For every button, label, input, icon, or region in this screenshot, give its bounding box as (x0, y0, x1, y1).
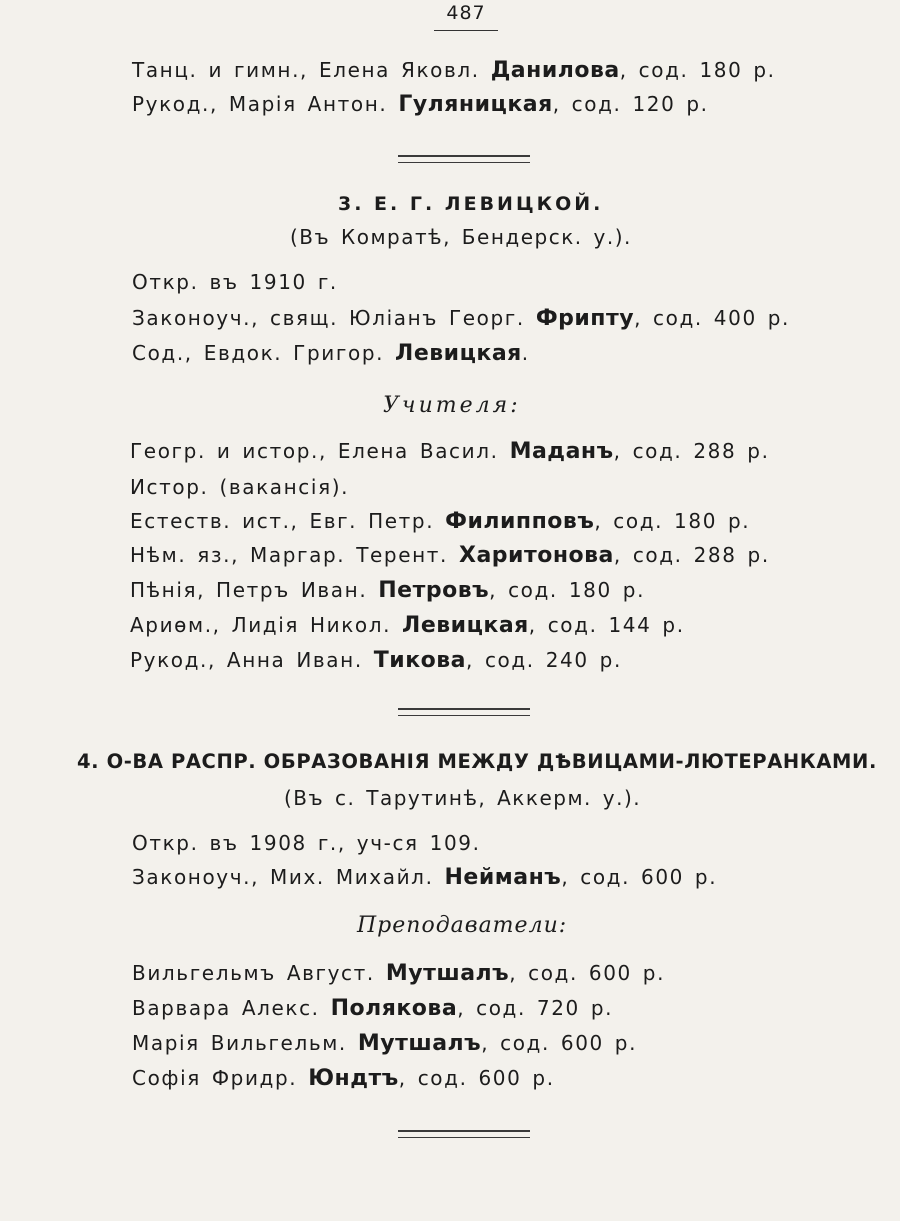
staff-surname: Тикова (373, 648, 467, 673)
staff-surname: Фрипту (535, 306, 635, 331)
staff-surname: Юндтъ (308, 1066, 399, 1091)
entry-line: Сод., Евдок. Григор. Левицкая. (132, 341, 530, 366)
staff-line: Рукод., Анна Иван. Тикова, сод. 240 р. (130, 648, 622, 673)
staff-surname: Левицкая (395, 341, 522, 366)
staff-line: Естеств. ист., Евг. Петр. Филипповъ, сод. 180 р. (130, 509, 751, 534)
school-location: (Въ Комратѣ, Бендерск. у.). (290, 225, 632, 249)
staff-surname: Мутшалъ (385, 961, 510, 986)
school-location: (Въ с. Тарутинѣ, Аккерм. у.). (284, 786, 642, 810)
staff-line: Вильгельмъ Август. Мутшалъ, сод. 600 р. (132, 961, 666, 986)
section-divider (398, 155, 530, 163)
staff-line: Варвара Алекс. Полякова, сод. 720 р. (132, 996, 614, 1021)
section-divider (398, 708, 530, 716)
entry-line: Законоуч., Мих. Михайл. Нейманъ, сод. 600 р. (132, 865, 718, 890)
entry-line: Откр. въ 1908 г., уч-ся 109. (132, 831, 481, 855)
school-title: 4. О-ВА РАСПР. ОБРАЗОВАНІЯ МЕЖДУ ДѢВИЦАМИ-ЛЮТЕРАНКАМИ. (77, 750, 877, 773)
staff-surname: Полякова (330, 996, 458, 1021)
section-divider (398, 1130, 530, 1138)
staff-surname: Мутшалъ (357, 1031, 482, 1056)
page-number-rule (434, 30, 498, 31)
staff-line: Истор. (вакансія). (130, 475, 350, 499)
entry-line: Танц. и гимн., Елена Яковл. Данилова, сод. 180 р. (132, 58, 776, 83)
staff-surname: Данилова (490, 58, 620, 83)
staff-heading: Учителя: (383, 393, 521, 418)
entry-line: Рукод., Марія Антон. Гуляницкая, сод. 120 р. (132, 92, 709, 117)
staff-line: Нѣм. яз., Маргар. Терент. Харитонова, сод. 288 р. (130, 543, 770, 568)
page-number: 487 (446, 2, 486, 24)
staff-surname: Гуляницкая (398, 92, 553, 117)
staff-surname: Левицкая (402, 613, 529, 638)
school-title: 3. Е. Г. ЛЕВИЦКОЙ. (338, 193, 604, 215)
staff-surname: Нейманъ (444, 865, 562, 890)
staff-line: Марія Вильгельм. Мутшалъ, сод. 600 р. (132, 1031, 638, 1056)
entry-line: Законоуч., свящ. Юліанъ Георг. Фрипту, сод. 400 р. (132, 306, 790, 331)
staff-surname: Маданъ (509, 439, 614, 464)
staff-line: Геогр. и истор., Елена Васил. Маданъ, сод. 288 р. (130, 439, 770, 464)
staff-line: Софія Фридр. Юндтъ, сод. 600 р. (132, 1066, 555, 1091)
staff-surname: Петровъ (378, 578, 490, 603)
staff-surname: Филипповъ (445, 509, 595, 534)
entry-line: Откр. въ 1910 г. (132, 270, 338, 294)
staff-line: Пѣнія, Петръ Иван. Петровъ, сод. 180 р. (130, 578, 646, 603)
staff-line: Ариѳм., Лидія Никол. Левицкая, сод. 144 р. (130, 613, 685, 638)
staff-heading: Преподаватели: (357, 913, 568, 938)
staff-surname: Харитонова (458, 543, 614, 568)
